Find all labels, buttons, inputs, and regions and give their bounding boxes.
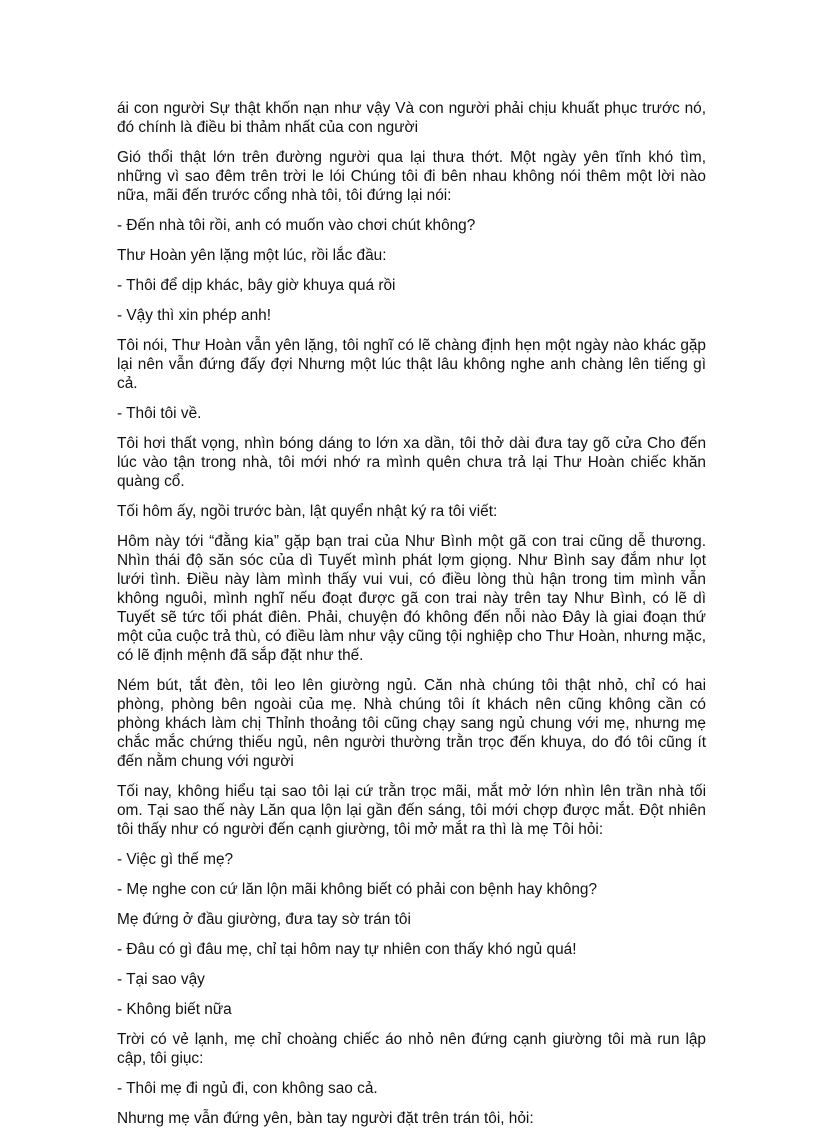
paragraph: Hôm này tới “đằng kia” gặp bạn trai của Như Bình một gã con trai cũng dễ thương. Nhìn thái độ săn sóc của dì Tuyết mình phát lợm giọng. Như Bình say đắm như lọt lưới tình. Điều này làm mình thấy vui vui, có điều lòng thù hận trong tim mình vẫn không nguôi, mình nghĩ nếu đoạt được gã con trai này trên tay Như Bình, có lẽ dì Tuyết sẽ tức tối phát điên. Phải, chuyện đó không đến nỗi nào Đây là giai đoạn thứ một của cuộc trả thù, có điều làm như vậy cũng tội nghiệp cho Thư Hoàn, nhưng mặc, có lẽ định mệnh đã sắp đặt như thế.	[117, 533, 706, 664]
paragraph: Tối nay, không hiểu tại sao tôi lại cứ trằn trọc mãi, mắt mở lớn nhìn lên trần nhà tối om. Tại sao thế này Lăn qua lộn lại gần đến sáng, tôi mới chợp được mắt. Đột nhiên tôi thấy như có người đến cạnh giường, tôi mở mắt ra thì là mẹ Tôi hỏi:	[117, 783, 706, 838]
paragraph: - Không biết nữa	[117, 1001, 232, 1018]
paragraph: Mẹ đứng ở đầu giường, đưa tay sờ trán tôi	[117, 911, 411, 928]
paragraph: - Thôi mẹ đi ngủ đi, con không sao cả.	[117, 1080, 378, 1097]
paragraph: - Đâu có gì đâu mẹ, chỉ tại hôm nay tự nhiên con thấy khó ngủ quá!	[117, 941, 577, 958]
paragraph: Tối hôm ấy, ngồi trước bàn, lật quyển nhật ký ra tôi viết:	[117, 503, 498, 520]
paragraph: Thư Hoàn yên lặng một lúc, rồi lắc đầu:	[117, 247, 387, 264]
paragraph: ái con người Sự thật khốn nạn như vậy Và con người phải chịu khuất phục trước nó, đó chính là điều bi thảm nhất của con người	[117, 100, 706, 136]
paragraph: Tôi hơi thất vọng, nhìn bóng dáng to lớn xa dần, tôi thở dài đưa tay gõ cửa Cho đến lúc vào tận trong nhà, tôi mới nhớ ra mình quên chưa trả lại Thư Hoàn chiếc khăn quàng cổ.	[117, 435, 706, 490]
paragraph: - Vậy thì xin phép anh!	[117, 307, 272, 324]
paragraph: - Mẹ nghe con cứ lăn lộn mãi không biết có phải con bệnh hay không?	[117, 881, 598, 898]
paragraph: - Việc gì thế mẹ?	[117, 851, 234, 868]
paragraph: Gió thổi thật lớn trên đường người qua lại thưa thớt. Một ngày yên tĩnh khó tìm, những vì sao đêm trên trời le lói Chúng tôi đi bên nhau không nói thêm một lời nào nữa, mãi đến trước cổng nhà tôi, tôi đứng lại nói:	[117, 149, 706, 204]
paragraph: Tôi nói, Thư Hoàn vẫn yên lặng, tôi nghĩ có lẽ chàng định hẹn một ngày nào khác gặp lại nên vẫn đứng đấy đợi Nhưng một lúc thật lâu không nghe anh chàng lên tiếng gì cả.	[117, 337, 706, 392]
paragraph: Trời có vẻ lạnh, mẹ chỉ choàng chiếc áo nhỏ nên đứng cạnh giường tôi mà run lập cập, tôi giục:	[117, 1031, 706, 1067]
paragraph: - Đến nhà tôi rồi, anh có muốn vào chơi chút không?	[117, 217, 476, 234]
paragraph: - Thôi tôi về.	[117, 405, 202, 422]
paragraph: - Thôi để dịp khác, bây giờ khuya quá rồi	[117, 277, 396, 294]
paragraph: - Tại sao vậy	[117, 971, 205, 988]
paragraph: Nhưng mẹ vẫn đứng yên, bàn tay người đặt trên trán tôi, hỏi:	[117, 1110, 534, 1127]
paragraph: Ném bút, tắt đèn, tôi leo lên giường ngủ. Căn nhà chúng tôi thật nhỏ, chỉ có hai phòng, phòng bên ngoài của mẹ. Nhà chúng tôi ít khách nên cũng không cần có phòng khách làm chị Thỉnh thoảng tôi cũng chạy sang ngủ chung với mẹ, nhưng mẹ chắc mắc chứng thiếu ngủ, nên người thường trằn trọc đến khuya, do đó tôi cũng ít đến nằm chung với người	[117, 677, 706, 770]
